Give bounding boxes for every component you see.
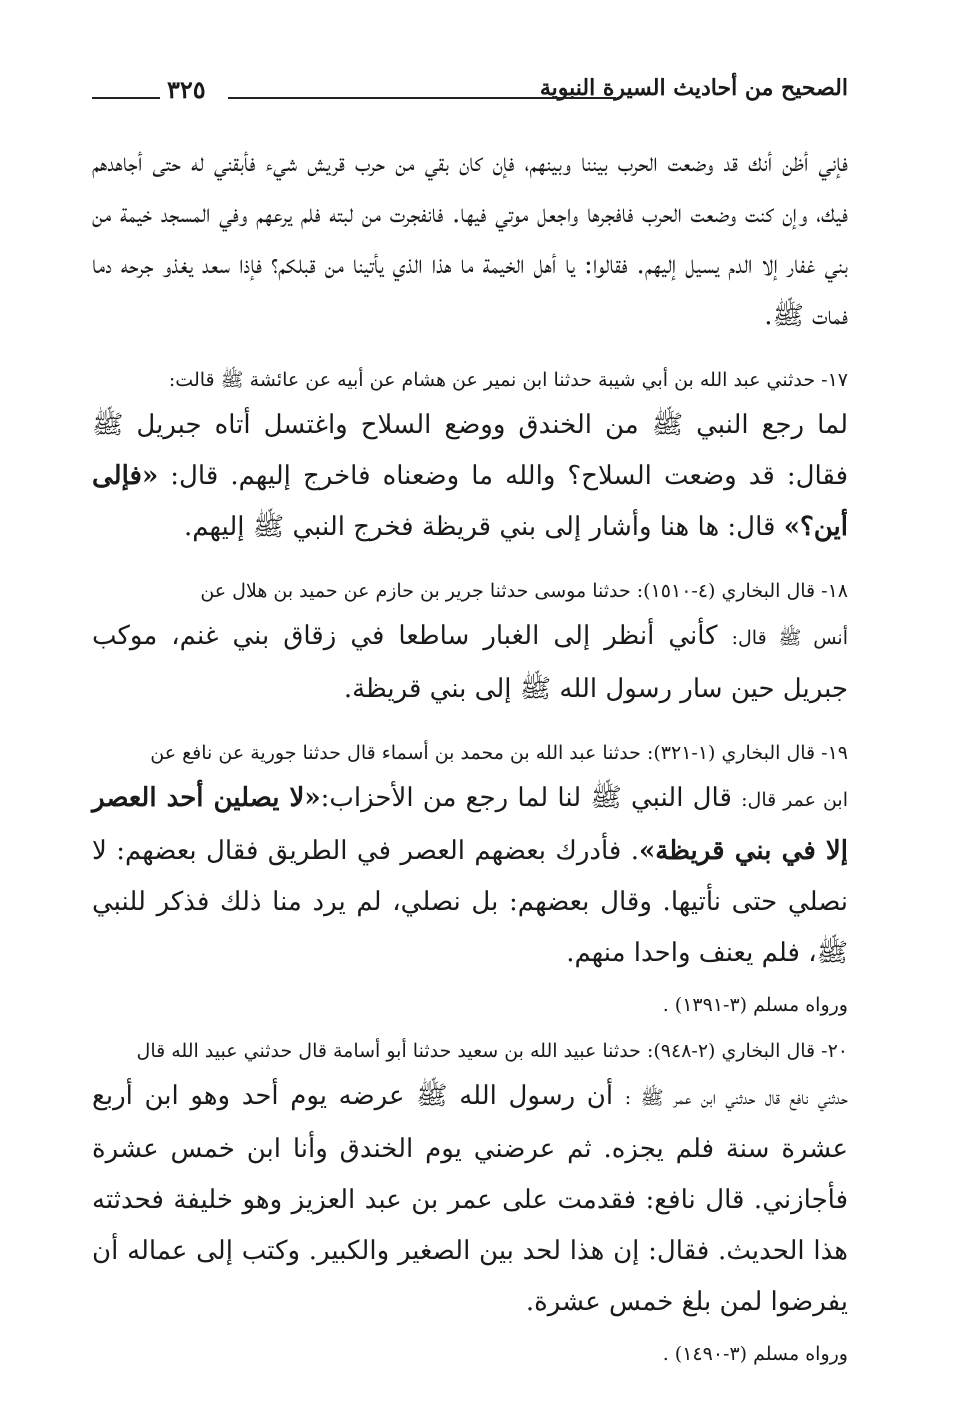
hadith-19-muslim-ref: ورواه مسلم (٣-١٣٩١) . — [662, 994, 848, 1016]
hadith-18-isnad: ١٨- قال البخاري (٤-١٥١٠): حدثنا موسى حدثنا جرير بن حازم عن حميد بن هلال عن — [200, 580, 848, 602]
spacer — [92, 1025, 848, 1033]
hadith-18-matn: كأني أنظر إلى الغبار ساطعا في زقاق بني غنم، موكب جبريل حين سار رسول الله ﷺ إلى بني قريظة. — [92, 621, 848, 704]
header-rule-left — [92, 97, 160, 99]
hadith-20-isnad: ٢٠- قال البخاري (٢-٩٤٨): حدثنا عبيد الله بن سعيد حدثنا أبو أسامة قال حدثني عبيد الله قال — [136, 1040, 848, 1062]
hadith-20-matn: أن رسول الله ﷺ عرضه يوم أحد وهو ابن أربع عشرة سنة فلم يجزه. ثم عرضني يوم الخندق وأنا ابن خمس عشرة فأجازني. قال نافع: فقدمت على عمر بن عبد العزيز وهو خليفة فحدثته هذا الحديث. فقال: إن هذا لحد بين الصغير والكبير. وكتب إلى عماله أن يفرضوا لمن بلغ خمس عشرة. — [92, 1081, 848, 1317]
page-body — [92, 138, 848, 1374]
hadith-18-text — [92, 611, 848, 715]
header-rule-middle — [228, 97, 616, 99]
page-header — [92, 75, 848, 115]
hadith-17-text — [92, 400, 848, 553]
hadith-20-muslim-ref: ورواه مسلم (٣-١٤٩٠) . — [662, 1343, 848, 1365]
hadith-18-narrator: أنس ﷺ قال: — [731, 627, 849, 649]
hadith-17-text-part1: لما رجع النبي ﷺ من الخندق ووضع السلاح واغتسل أتاه جبريل ﷺ فقال: قد وضعت السلاح؟ والله ما وضعناه فاخرج إليهم. قال: — [92, 410, 849, 491]
hadith-19-quote: «لا يصلين أحد العصر إلا في بني قريظة» — [92, 783, 848, 866]
hadith-17-text-part2: قال: ها هنا وأشار إلى بني قريظة فخرج النبي ﷺ إليهم. — [183, 512, 776, 542]
hadith-17 — [92, 362, 848, 553]
hadith-19-text — [92, 773, 848, 979]
hadith-18 — [92, 573, 848, 715]
hadith-19-narrator: ابن عمر قال: — [741, 789, 848, 811]
page-number: ٣٢٥ — [167, 75, 206, 104]
hadith-20 — [92, 1033, 848, 1372]
hadith-19 — [92, 735, 848, 1033]
hadith-20-narrator: حدثني نافع قال حدثني ابن عمر ﷺ : — [624, 1087, 849, 1109]
hadith-17-isnad: ١٧- حدثني عبد الله بن أبي شيبة حدثنا ابن نمير عن هشام عن أبيه عن عائشة ﷺ قالت: — [168, 369, 848, 391]
hadith-17-quote: «فإلى أين؟» — [92, 461, 848, 542]
hadith-19-text-part2: . فأدرك بعضهم العصر في الطريق فقال بعضهم: لا نصلي حتى نأتيها. وقال بعضهم: بل نصلي، لم يرد منا ذلك فذكر للنبي ﷺ، فلم يعنف واحدا منهم. — [92, 836, 848, 968]
hadith-19-text-part1: قال النبي ﷺ لنا لما رجع من الأحزاب: — [320, 783, 732, 813]
hadith-19-isnad: ١٩- قال البخاري (١-٣٢١): حدثنا عبد الله بن محمد بن أسماء قال حدثنا جورية عن نافع عن — [150, 742, 848, 764]
paragraph-continuation: فإني أظن أنك قد وضعت الحرب بيننا وبينهم، فإن كان بقي من حرب قريش شيء فأبقني له حتى أجاهدهم فيك، وإن كنت وضعت الحرب فافجرها واجعل موتي فيها. فانفجرت من لبته فلم يرعهم وفي المسجد خيمة من بني غفار إلا الدم يسيل إليهم. فقالوا: يا أهل الخيمة ما هذا الذي يأتينا من قبلكم؟ فإذا سعد يغذو جرحه دما فمات ﷺ. — [92, 148, 848, 331]
running-title: الصحيح من أحاديث السيرة النبوية — [539, 75, 848, 101]
hadith-20-text — [92, 1071, 848, 1328]
